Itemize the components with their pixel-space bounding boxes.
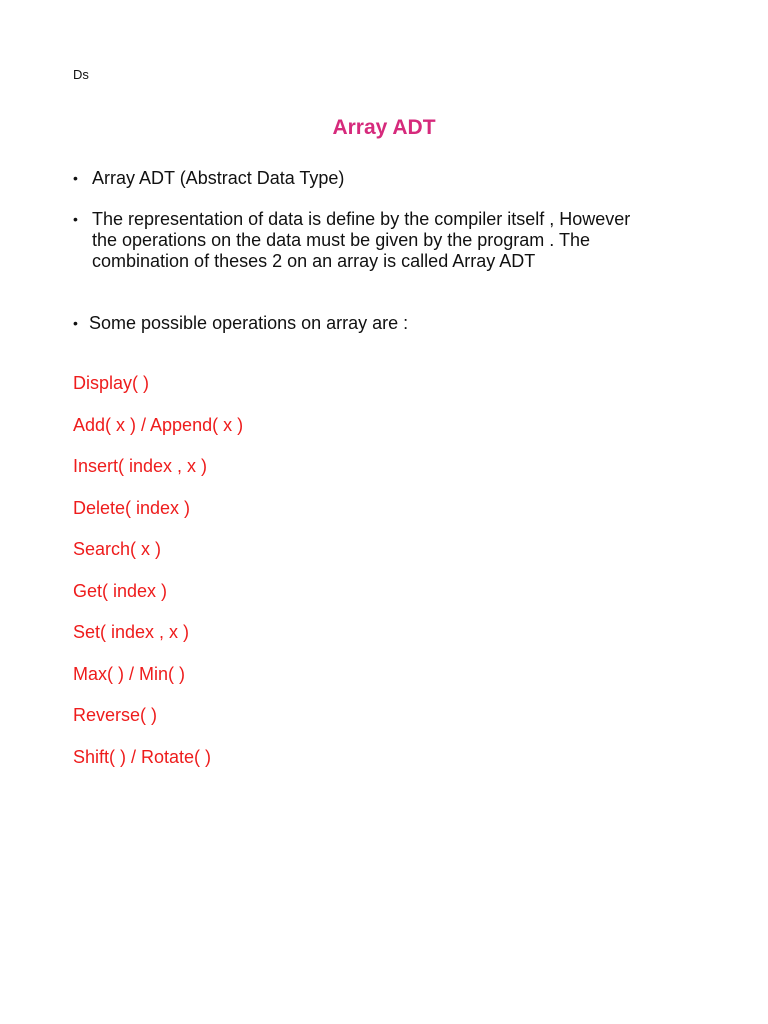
operations-list [73, 373, 243, 788]
operation-item: Get( index ) [73, 580, 168, 601]
page-title: Array ADT [332, 116, 436, 139]
operation-item: Set( index , x ) [73, 622, 190, 642]
operation-item: Max( ) / Min( ) [73, 663, 185, 684]
header-tag: Ds [73, 67, 89, 82]
operation-item: Delete( index ) [73, 497, 191, 518]
operation-item: Display( ) [73, 373, 150, 393]
bullet-icon: • [73, 315, 78, 331]
operation-item: Insert( index , x ) [73, 456, 208, 476]
operation-item: Reverse( ) [73, 705, 158, 725]
bullet-text-line: The representation of data is define by the compiler itself , However [92, 209, 631, 229]
bullet-icon: • [73, 170, 78, 186]
bullet-text-block [92, 209, 630, 272]
bullet-text: Array ADT (Abstract Data Type) [92, 168, 345, 188]
bullet-text-line: the operations on the data must be given by the program . The [92, 230, 590, 250]
bullet-text: Some possible operations on array are : [89, 313, 409, 333]
operation-item: Shift( ) / Rotate( ) [73, 746, 212, 767]
bullet-icon: • [73, 211, 78, 227]
operation-item: Search( x ) [73, 539, 162, 559]
bullet-text-line: combination of theses 2 on an array is called Array ADT [92, 251, 536, 271]
operation-item: Add( x ) / Append( x ) [73, 414, 244, 435]
